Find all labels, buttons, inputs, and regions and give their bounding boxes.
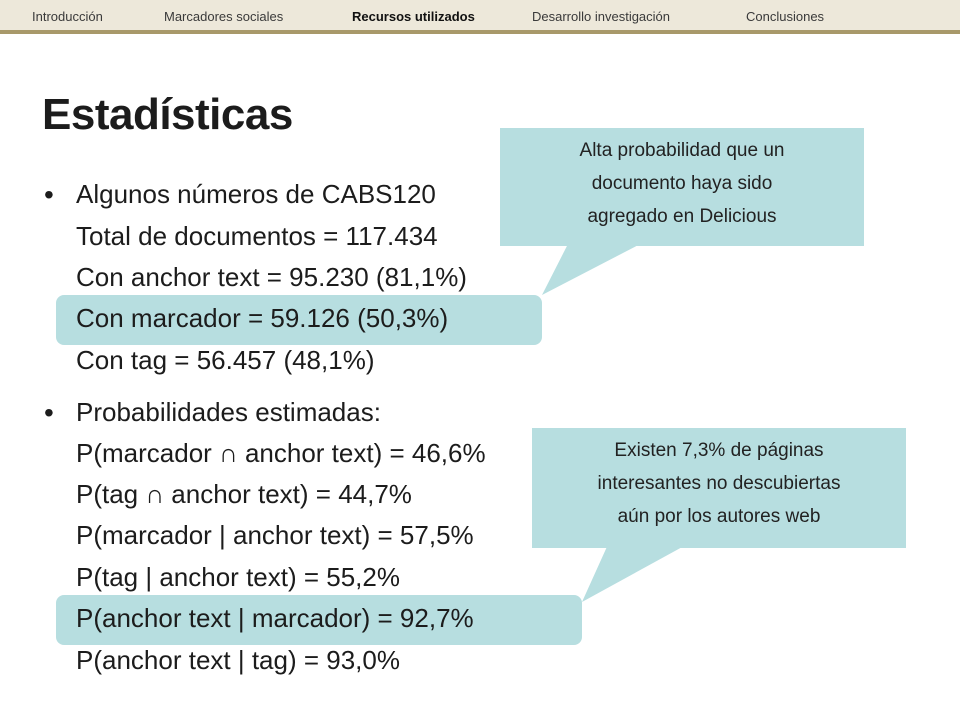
bullet-2-line-2: P(marcador ∩ anchor text) = 46,6% [76, 438, 486, 468]
bullet-2-line-3: P(tag ∩ anchor text) = 44,7% [76, 479, 412, 509]
callout-1-line-2: documento haya sido [591, 173, 773, 194]
bullet-2-line-1: Probabilidades estimadas: [76, 397, 381, 427]
nav-item-recursos-utilizados[interactable]: Recursos utilizados [352, 9, 475, 24]
bullet-marker: • [44, 179, 54, 210]
nav-item-marcadores-sociales[interactable]: Marcadores sociales [164, 9, 284, 24]
callout-1-line-3: agregado en Delicious [587, 206, 777, 227]
callout-paginas-interesantes [532, 428, 906, 548]
nav-item-conclusiones[interactable]: Conclusiones [746, 9, 825, 24]
callout-2-line-2: interesantes no descubiertas [597, 473, 841, 494]
nav-bar [0, 0, 960, 34]
callout-2-line-3: aún por los autores web [617, 506, 821, 527]
callout-delicious [500, 128, 864, 246]
nav-item-desarrollo-investigacion[interactable]: Desarrollo investigación [532, 9, 671, 24]
bullet-1-line-2: Total de documentos = 117.434 [76, 221, 438, 251]
bullet-2-line-7: P(anchor text | tag) = 93,0% [76, 645, 400, 675]
bullet-marker: • [44, 397, 54, 428]
bullet-1-line-3: Con anchor text = 95.230 (81,1%) [76, 262, 467, 292]
bullet-1-line-1: Algunos números de CABS120 [76, 179, 436, 209]
callout-2-tail [570, 540, 710, 610]
callout-2-line-1: Existen 7,3% de páginas [614, 440, 824, 461]
callout-1-line-1: Alta probabilidad que un [579, 140, 785, 161]
nav-item-introduccion[interactable]: Introducción [32, 9, 103, 24]
bullet-2-line-5: P(tag | anchor text) = 55,2% [76, 562, 400, 592]
bullet-1-line-4: Con marcador = 59.126 (50,3%) [76, 303, 449, 333]
callout-1-tail [530, 240, 670, 300]
bullet-1-line-5: Con tag = 56.457 (48,1%) [76, 345, 375, 375]
bullet-2-line-4: P(marcador | anchor text) = 57,5% [76, 520, 474, 550]
bullet-2-line-6: P(anchor text | marcador) = 92,7% [76, 603, 474, 633]
slide-title: Estadísticas [42, 90, 293, 139]
